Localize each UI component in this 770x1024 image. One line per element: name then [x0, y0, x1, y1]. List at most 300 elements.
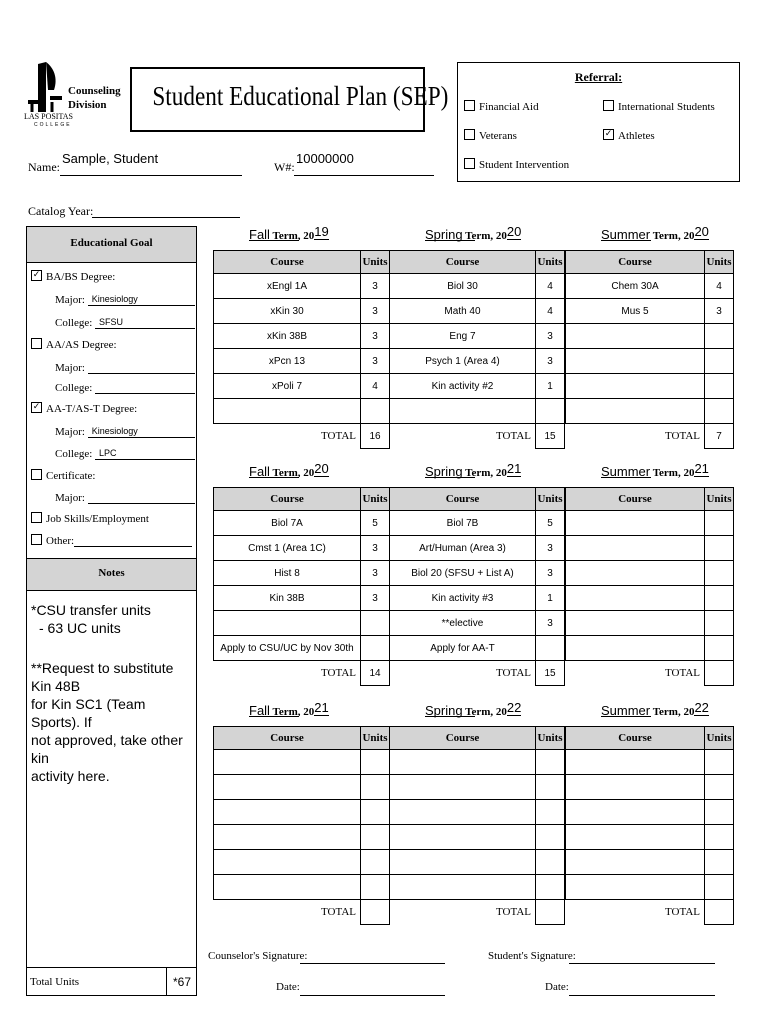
- term-season-line: [425, 716, 475, 717]
- total-label: TOTAL: [321, 906, 356, 919]
- course-row: [390, 274, 565, 299]
- course-header: Course: [566, 727, 705, 750]
- goal-ba[interactable]: ✓BA/BS Degree:: [31, 270, 115, 283]
- units-cell[interactable]: [705, 586, 734, 611]
- aa-major-row: Major:: [55, 360, 195, 374]
- course-row: [566, 299, 734, 324]
- total-units-value: *67: [172, 975, 192, 989]
- course-cell[interactable]: [214, 611, 361, 636]
- referral-title: Referral:: [574, 70, 623, 84]
- course-cell[interactable]: [390, 399, 536, 424]
- goal-aa[interactable]: AA/AS Degree:: [31, 338, 117, 351]
- note-line: **Request to substitute Kin 48B: [31, 660, 174, 694]
- units-cell[interactable]: [361, 825, 390, 850]
- course-row: [214, 274, 390, 299]
- units-cell[interactable]: [705, 636, 734, 661]
- course-cell[interactable]: xKin 30: [214, 299, 361, 324]
- term-label: Term, 20: [465, 467, 507, 479]
- course-row: [214, 511, 390, 536]
- units-cell[interactable]: [705, 374, 734, 399]
- course-cell[interactable]: [566, 825, 705, 850]
- course-row: [214, 536, 390, 561]
- term-year: 20: [314, 461, 329, 476]
- units-cell[interactable]: [536, 850, 565, 875]
- term-year: 22: [694, 700, 709, 715]
- term-season: Fall: [249, 464, 270, 479]
- course-cell[interactable]: [566, 536, 705, 561]
- college-logo: [24, 60, 74, 130]
- name-field[interactable]: Sample, Student: [60, 157, 242, 176]
- course-cell[interactable]: Kin 38B: [214, 586, 361, 611]
- units-cell[interactable]: [361, 800, 390, 825]
- checkbox-icon[interactable]: [31, 534, 42, 545]
- course-cell[interactable]: [566, 750, 705, 775]
- term-label: Term, 20: [272, 706, 315, 718]
- aa-college-row: College:: [55, 380, 195, 394]
- course-row: [566, 399, 734, 424]
- total-value[interactable]: [705, 900, 734, 925]
- term-table: [213, 726, 390, 925]
- course-row: [214, 299, 390, 324]
- course-row: [214, 775, 390, 800]
- name-label: Name:: [28, 160, 60, 174]
- term-season-line: [249, 240, 299, 241]
- units-cell[interactable]: 4: [536, 274, 565, 299]
- checkbox-icon[interactable]: [31, 512, 42, 523]
- total-label: TOTAL: [665, 667, 700, 680]
- units-cell[interactable]: 3: [361, 274, 390, 299]
- units-cell[interactable]: [536, 775, 565, 800]
- term-year: 21: [694, 461, 709, 476]
- educational-goal-title: Educational Goal: [70, 237, 153, 249]
- term-year: 21: [506, 461, 522, 476]
- course-cell[interactable]: Kin activity #3: [390, 586, 536, 611]
- units-header: Units: [536, 251, 565, 274]
- w-number-field[interactable]: 10000000: [294, 157, 434, 176]
- course-row: [214, 561, 390, 586]
- course-cell[interactable]: Eng 7: [390, 324, 536, 349]
- term-year: 22: [506, 700, 522, 715]
- counselor-date-field[interactable]: [300, 982, 445, 996]
- units-header: Units: [361, 727, 390, 750]
- course-cell[interactable]: [566, 611, 705, 636]
- course-row: [390, 586, 565, 611]
- course-cell[interactable]: xKin 38B: [214, 324, 361, 349]
- course-row: [214, 750, 390, 775]
- referral-international[interactable]: International Students: [603, 100, 715, 113]
- course-cell[interactable]: [566, 775, 705, 800]
- course-cell[interactable]: [566, 800, 705, 825]
- units-cell[interactable]: 1: [536, 374, 565, 399]
- course-cell[interactable]: Apply to CSU/UC by Nov 30th: [214, 636, 361, 661]
- total-label: TOTAL: [321, 667, 356, 680]
- units-cell[interactable]: 4: [361, 374, 390, 399]
- page-title: Student Educational Plan (SEP): [152, 81, 449, 111]
- referral-athletes[interactable]: ✓ Athletes: [603, 129, 655, 142]
- course-row: [390, 750, 565, 775]
- units-cell[interactable]: [705, 324, 734, 349]
- goal-other[interactable]: Other:: [31, 534, 192, 547]
- note-line: activity here.: [31, 768, 110, 784]
- note-line: *CSU transfer units: [31, 602, 151, 618]
- course-row: [566, 750, 734, 775]
- course-row: [390, 399, 565, 424]
- units-cell[interactable]: [536, 800, 565, 825]
- goal-certificate[interactable]: Certificate:: [31, 469, 95, 482]
- course-cell[interactable]: [390, 850, 536, 875]
- course-row: [566, 536, 734, 561]
- course-row: [566, 511, 734, 536]
- units-cell[interactable]: [536, 750, 565, 775]
- units-header: Units: [536, 727, 565, 750]
- course-cell[interactable]: [214, 875, 361, 900]
- units-cell[interactable]: [361, 775, 390, 800]
- referral-intervention[interactable]: Student Intervention: [464, 158, 569, 171]
- course-cell[interactable]: Math 40: [390, 299, 536, 324]
- course-row: [214, 800, 390, 825]
- left-panel: [26, 226, 197, 996]
- units-cell[interactable]: 3: [536, 561, 565, 586]
- student-signature-label: Student's Signature:: [488, 950, 576, 962]
- term-label: Term, 20: [272, 230, 315, 242]
- total-units-cell: [166, 968, 197, 996]
- units-cell[interactable]: 3: [705, 299, 734, 324]
- course-row: [566, 324, 734, 349]
- course-row: [566, 850, 734, 875]
- units-cell[interactable]: 3: [536, 324, 565, 349]
- title-box: [130, 67, 449, 132]
- term-year: 19: [314, 224, 329, 239]
- term-table: [389, 726, 565, 925]
- total-value[interactable]: 15: [536, 424, 565, 449]
- course-cell[interactable]: [390, 800, 536, 825]
- term-label: Term, 20: [652, 706, 695, 718]
- total-value[interactable]: 14: [361, 661, 390, 686]
- units-cell[interactable]: [536, 875, 565, 900]
- course-cell[interactable]: Biol 20 (SFSU + List A): [390, 561, 536, 586]
- course-cell[interactable]: Biol 7B: [390, 511, 536, 536]
- term-season: Summer: [601, 227, 651, 242]
- course-row: [390, 511, 565, 536]
- total-label: TOTAL: [496, 667, 531, 680]
- units-cell[interactable]: [361, 399, 390, 424]
- course-cell[interactable]: xPoli 7: [214, 374, 361, 399]
- course-row: [390, 536, 565, 561]
- units-cell[interactable]: [705, 850, 734, 875]
- notes-header: [27, 558, 196, 591]
- note-line: not approved, take other kin: [31, 732, 183, 766]
- total-label: TOTAL: [665, 430, 700, 443]
- term-table: [565, 250, 734, 449]
- aat-college-field[interactable]: LPC: [95, 446, 195, 460]
- catalog-year-field[interactable]: [92, 203, 240, 218]
- total-label: TOTAL: [321, 430, 356, 443]
- course-header: Course: [566, 488, 705, 511]
- course-row: [390, 299, 565, 324]
- course-header: Course: [390, 488, 536, 511]
- aat-major-field[interactable]: Kinesiology: [88, 424, 195, 438]
- course-row: [214, 374, 390, 399]
- units-cell[interactable]: [705, 800, 734, 825]
- units-cell[interactable]: [361, 850, 390, 875]
- course-row: [214, 611, 390, 636]
- units-cell[interactable]: 3: [536, 349, 565, 374]
- units-header: Units: [361, 488, 390, 511]
- referral-veterans[interactable]: Veterans: [464, 129, 517, 142]
- course-cell[interactable]: Hist 8: [214, 561, 361, 586]
- course-cell[interactable]: Chem 30A: [566, 274, 705, 299]
- checkbox-icon[interactable]: [464, 158, 475, 169]
- course-cell[interactable]: Kin activity #2: [390, 374, 536, 399]
- w-number-label: W#:: [274, 160, 295, 174]
- term-season-line: [425, 477, 475, 478]
- term-season: Summer: [601, 703, 651, 718]
- course-cell[interactable]: [214, 825, 361, 850]
- course-cell[interactable]: **elective: [390, 611, 536, 636]
- units-cell[interactable]: [705, 399, 734, 424]
- term-season: Spring: [425, 227, 463, 242]
- counselor-date-label: Date:: [276, 981, 300, 993]
- term-label: Term, 20: [652, 467, 695, 479]
- course-row: [566, 825, 734, 850]
- units-cell[interactable]: 3: [361, 561, 390, 586]
- course-row: [566, 636, 734, 661]
- total-value[interactable]: 15: [536, 661, 565, 686]
- units-cell[interactable]: [705, 536, 734, 561]
- units-header: Units: [705, 727, 734, 750]
- cert-major-field[interactable]: [88, 490, 195, 504]
- term-label: Term, 20: [465, 230, 507, 242]
- course-cell[interactable]: Mus 5: [566, 299, 705, 324]
- checkbox-checked-icon[interactable]: [31, 402, 42, 413]
- checkbox-icon[interactable]: [464, 129, 475, 140]
- total-label: TOTAL: [496, 906, 531, 919]
- term-year: 21: [314, 700, 329, 715]
- referral-financial-aid[interactable]: Financial Aid: [464, 100, 539, 113]
- course-header: Course: [214, 488, 361, 511]
- units-cell[interactable]: [705, 349, 734, 374]
- course-cell[interactable]: [214, 800, 361, 825]
- catalog-label: Catalog Year:: [28, 204, 94, 218]
- note-line: for Kin SC1 (Team Sports). If: [31, 696, 146, 730]
- units-cell[interactable]: [536, 825, 565, 850]
- term-season: Spring: [425, 703, 463, 718]
- course-row: [390, 850, 565, 875]
- units-header: Units: [705, 251, 734, 274]
- term-table: [389, 487, 565, 686]
- term-label: Term, 20: [272, 467, 315, 479]
- ba-major-row: Major: Kinesiology: [55, 292, 195, 306]
- course-row: [214, 636, 390, 661]
- units-cell[interactable]: 1: [536, 586, 565, 611]
- term-year: 20: [506, 224, 522, 239]
- logo-mark-icon: [24, 60, 74, 118]
- course-cell[interactable]: [214, 775, 361, 800]
- course-row: [566, 800, 734, 825]
- units-cell[interactable]: 3: [361, 349, 390, 374]
- checkbox-icon[interactable]: [31, 338, 42, 349]
- course-cell[interactable]: Art/Human (Area 3): [390, 536, 536, 561]
- course-row: [566, 561, 734, 586]
- course-row: [214, 349, 390, 374]
- checkbox-icon[interactable]: [31, 469, 42, 480]
- term-season-line: [601, 477, 651, 478]
- course-cell[interactable]: [566, 586, 705, 611]
- course-row: [390, 875, 565, 900]
- units-cell[interactable]: [705, 775, 734, 800]
- course-row: [214, 324, 390, 349]
- cert-major-row: Major:: [55, 490, 195, 504]
- units-cell[interactable]: 3: [536, 536, 565, 561]
- course-cell[interactable]: Biol 30: [390, 274, 536, 299]
- ba-college-field[interactable]: SFSU: [95, 315, 195, 329]
- course-row: [390, 775, 565, 800]
- course-row: [390, 374, 565, 399]
- total-value[interactable]: 7: [705, 424, 734, 449]
- course-header: Course: [214, 727, 361, 750]
- aat-college-row: College: LPC: [55, 446, 195, 460]
- course-row: [566, 586, 734, 611]
- course-cell[interactable]: Cmst 1 (Area 1C): [214, 536, 361, 561]
- term-table: [213, 250, 390, 449]
- course-row: [390, 825, 565, 850]
- course-header: Course: [566, 251, 705, 274]
- units-header: Units: [361, 251, 390, 274]
- note-line: - 63 UC units: [39, 620, 121, 636]
- course-cell[interactable]: [566, 561, 705, 586]
- units-cell[interactable]: [361, 611, 390, 636]
- aa-college-field[interactable]: [95, 380, 195, 394]
- course-cell[interactable]: [214, 399, 361, 424]
- course-cell[interactable]: [566, 875, 705, 900]
- units-cell[interactable]: [705, 825, 734, 850]
- student-date-field[interactable]: [569, 982, 715, 996]
- course-cell[interactable]: Apply for AA-T: [390, 636, 536, 661]
- course-cell[interactable]: [390, 750, 536, 775]
- units-cell[interactable]: [705, 750, 734, 775]
- course-cell[interactable]: [390, 825, 536, 850]
- units-cell[interactable]: 5: [536, 511, 565, 536]
- total-units-label: Total Units: [30, 976, 80, 988]
- term-season: Summer: [601, 464, 651, 479]
- units-cell[interactable]: [361, 875, 390, 900]
- student-signature-field[interactable]: [569, 950, 715, 964]
- aa-major-field[interactable]: [88, 360, 195, 374]
- course-cell[interactable]: Psych 1 (Area 4): [390, 349, 536, 374]
- course-row: [214, 399, 390, 424]
- total-value[interactable]: [361, 900, 390, 925]
- course-cell[interactable]: [566, 636, 705, 661]
- course-cell[interactable]: [214, 750, 361, 775]
- course-cell[interactable]: [566, 399, 705, 424]
- units-cell[interactable]: [705, 561, 734, 586]
- ba-college-row: College: SFSU: [55, 315, 195, 329]
- course-cell[interactable]: [390, 775, 536, 800]
- units-cell[interactable]: [361, 750, 390, 775]
- course-cell[interactable]: [214, 850, 361, 875]
- units-cell[interactable]: 4: [536, 299, 565, 324]
- term-season-line: [601, 716, 651, 717]
- course-cell[interactable]: [566, 850, 705, 875]
- aat-major-row: Major: Kinesiology: [55, 424, 195, 438]
- course-cell[interactable]: [566, 324, 705, 349]
- course-row: [566, 274, 734, 299]
- term-table: [565, 726, 734, 925]
- units-cell[interactable]: [536, 399, 565, 424]
- course-row: [390, 561, 565, 586]
- term-table: [565, 487, 734, 686]
- course-row: [566, 611, 734, 636]
- course-row: [214, 825, 390, 850]
- checkbox-checked-icon[interactable]: [603, 129, 614, 140]
- units-cell[interactable]: 5: [361, 511, 390, 536]
- units-cell[interactable]: 3: [361, 536, 390, 561]
- term-season-line: [601, 240, 651, 241]
- course-header: Course: [390, 251, 536, 274]
- term-season: Fall: [249, 227, 270, 242]
- units-cell[interactable]: [705, 511, 734, 536]
- course-row: [214, 850, 390, 875]
- units-cell[interactable]: 3: [361, 299, 390, 324]
- ba-major-field[interactable]: Kinesiology: [88, 292, 195, 306]
- course-cell[interactable]: [566, 511, 705, 536]
- total-value[interactable]: 16: [361, 424, 390, 449]
- logo-sub: COLLEGE: [34, 122, 72, 128]
- course-row: [390, 611, 565, 636]
- term-season-line: [249, 716, 299, 717]
- course-cell[interactable]: [566, 374, 705, 399]
- units-cell[interactable]: [536, 636, 565, 661]
- course-cell[interactable]: xEngl 1A: [214, 274, 361, 299]
- counselor-signature-field[interactable]: [300, 950, 445, 964]
- units-cell[interactable]: [705, 875, 734, 900]
- units-cell[interactable]: [361, 636, 390, 661]
- course-cell[interactable]: Biol 7A: [214, 511, 361, 536]
- goal-aat[interactable]: ✓AA-T/AS-T Degree:: [31, 402, 137, 415]
- units-cell[interactable]: 3: [361, 586, 390, 611]
- course-row: [566, 374, 734, 399]
- total-value[interactable]: [536, 900, 565, 925]
- course-cell[interactable]: [390, 875, 536, 900]
- total-label: TOTAL: [665, 906, 700, 919]
- checkbox-icon[interactable]: [464, 100, 475, 111]
- units-cell[interactable]: 3: [361, 324, 390, 349]
- checkbox-icon[interactable]: [603, 100, 614, 111]
- total-value[interactable]: [705, 661, 734, 686]
- term-season: Spring: [425, 464, 463, 479]
- units-cell[interactable]: 4: [705, 274, 734, 299]
- course-header: Course: [390, 727, 536, 750]
- notes-title: Notes: [98, 567, 125, 579]
- referral-box: [457, 62, 740, 182]
- counselor-signature-label: Counselor's Signature:: [208, 950, 308, 962]
- term-label: Term, 20: [652, 230, 695, 242]
- units-cell[interactable]: [705, 611, 734, 636]
- logo-name: LAS POSITAS: [24, 112, 73, 121]
- goal-job-skills[interactable]: Job Skills/Employment: [31, 512, 149, 525]
- units-cell[interactable]: 3: [536, 611, 565, 636]
- course-cell[interactable]: [566, 349, 705, 374]
- term-label: Term, 20: [465, 706, 507, 718]
- checkbox-checked-icon[interactable]: [31, 270, 42, 281]
- term-table: [389, 250, 565, 449]
- units-header: Units: [705, 488, 734, 511]
- course-row: [566, 875, 734, 900]
- course-cell[interactable]: xPcn 13: [214, 349, 361, 374]
- educational-goal-header: [27, 227, 196, 263]
- term-table: [213, 487, 390, 686]
- other-field[interactable]: [74, 534, 192, 547]
